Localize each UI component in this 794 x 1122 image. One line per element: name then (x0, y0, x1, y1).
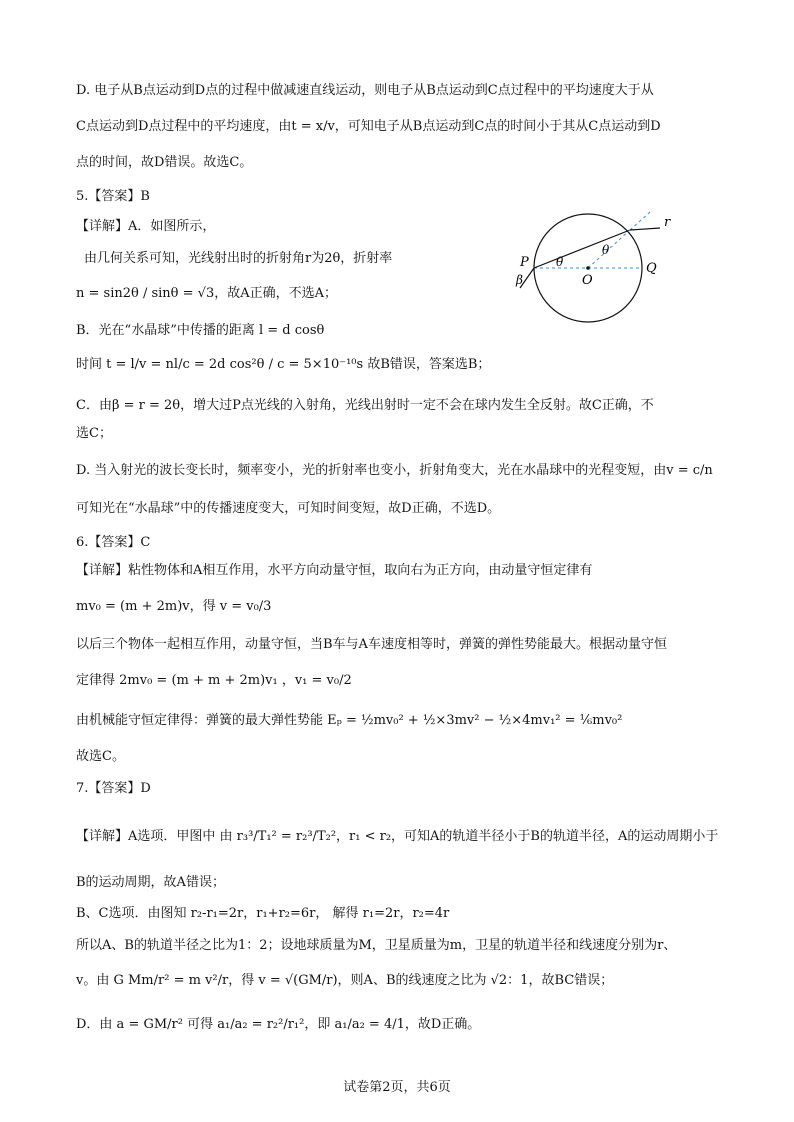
label-beta: β (516, 273, 523, 287)
text-line-23: B的运动周期，故A错误； (76, 875, 225, 890)
text-line-5: 【详解】A．如图所示， (76, 219, 216, 234)
text-line-11: 选C； (76, 426, 112, 441)
text-line-17: 以后三个物体一起相互作用，动量守恒，当B车与A车速度相等时，弹簧的弹性势能最大。根据动量守恒 (76, 637, 667, 652)
formula-time: 时间 t = l/v = nl/c = 2d cos²θ / c = 5×10⁻¹⁰s 故B错误，答案选B； (76, 357, 491, 372)
formula-kepler: 【详解】A选项．甲图中 由 r₃³/T₁² = r₂³/T₂²，r₁ < r₂，可知A的轨道半径小于B的轨道半径，A的运动周期小于 (76, 829, 719, 844)
text-line-1: D. 电子从B点运动到D点的过程中做减速直线运动，则电子从B点运动到C点过程中的平均速度大于从 (76, 83, 654, 98)
text-line-10: C．由β = r = 2θ，增大过P点光线的入射角，光线出射时一定不会在球内发生全反射。故C正确，不 (76, 398, 654, 413)
center-point (586, 266, 590, 270)
label-theta-p: θ (556, 255, 564, 269)
formula-acceleration: D．由 a = GM/r² 可得 a₁/a₂ = r₂²/r₁²，即 a₁/a₂ = 4/1，故D正确。 (76, 1017, 481, 1032)
text-line-25: 所以A、B的轨道半径之比为1：2；设地球质量为M，卫星质量为m，卫星的轨道半径和线速度分别为r、 (76, 938, 677, 953)
formula-energy: 由机械能守恒定律得：弹簧的最大弹性势能 Eₚ = ½mv₀² + ½×3mv² − ½×4mv₁² = ⅙mv₀² (76, 713, 623, 728)
text-line-12: D. 当入射光的波长变长时，频率变小，光的折射率也变小，折射角变大，光在水晶球中的光程变短，由v = c/n (76, 463, 713, 478)
text-line-3: 点的时间，故D错误。故选C。 (76, 155, 253, 170)
text-line-20: 故选C。 (76, 749, 125, 764)
text-line-13: 可知光在“水晶球”中的传播速度变大，可知时间变短，故D正确，不选D。 (76, 501, 501, 516)
answer-6-heading: 6.【答案】C (76, 535, 151, 550)
formula-momentum-2: 定律得 2mv₀ = (m + m + 2m)v₁ ，v₁ = v₀/2 (76, 673, 352, 688)
formula-momentum-1: mv₀ = (m + 2m)v，得 v = v₀/3 (76, 599, 272, 614)
page-footer: 试卷第2页，共6页 (343, 1080, 451, 1095)
exit-ray (630, 228, 660, 230)
text-line-2: C点运动到D点过程中的平均速度，由t = x/v，可知电子从B点运动到C点的时间小于其从C点运动到D (76, 119, 661, 134)
answer-5-heading: 5.【答案】B (76, 189, 150, 204)
formula-velocity: v。由 G Mm/r² = m v²/r，得 v = √(GM/r)，则A、B的线速度之比为 √2：1，故BC错误； (76, 973, 614, 988)
refracted-ray (534, 230, 630, 268)
crystal-ball-diagram (500, 210, 690, 325)
formula-refractive-index: n = sin2θ / sinθ = √3，故A正确，不选A； (76, 286, 337, 301)
label-r: r (664, 215, 671, 230)
text-line-24: B、C选项．由图知 r₂-r₁=2r，r₁+r₂=6r， 解得 r₁=2r，r₂=4r (76, 906, 450, 921)
label-o: O (582, 273, 593, 288)
answer-7-heading: 7.【答案】D (76, 781, 151, 796)
label-p: P (520, 255, 529, 270)
text-line-6: 由几何关系可知，光线射出时的折射角r为2θ，折射率 (84, 251, 393, 266)
label-theta-inner: θ (602, 243, 610, 257)
label-q: Q (646, 261, 657, 276)
text-line-8: B．光在“水晶球”中传播的距离 l = d cosθ (76, 323, 325, 338)
text-line-15: 【详解】粘性物体和A相互作用，水平方向动量守恒，取向右为正方向，由动量守恒定律有 (76, 563, 593, 578)
normal-extension (630, 212, 650, 230)
